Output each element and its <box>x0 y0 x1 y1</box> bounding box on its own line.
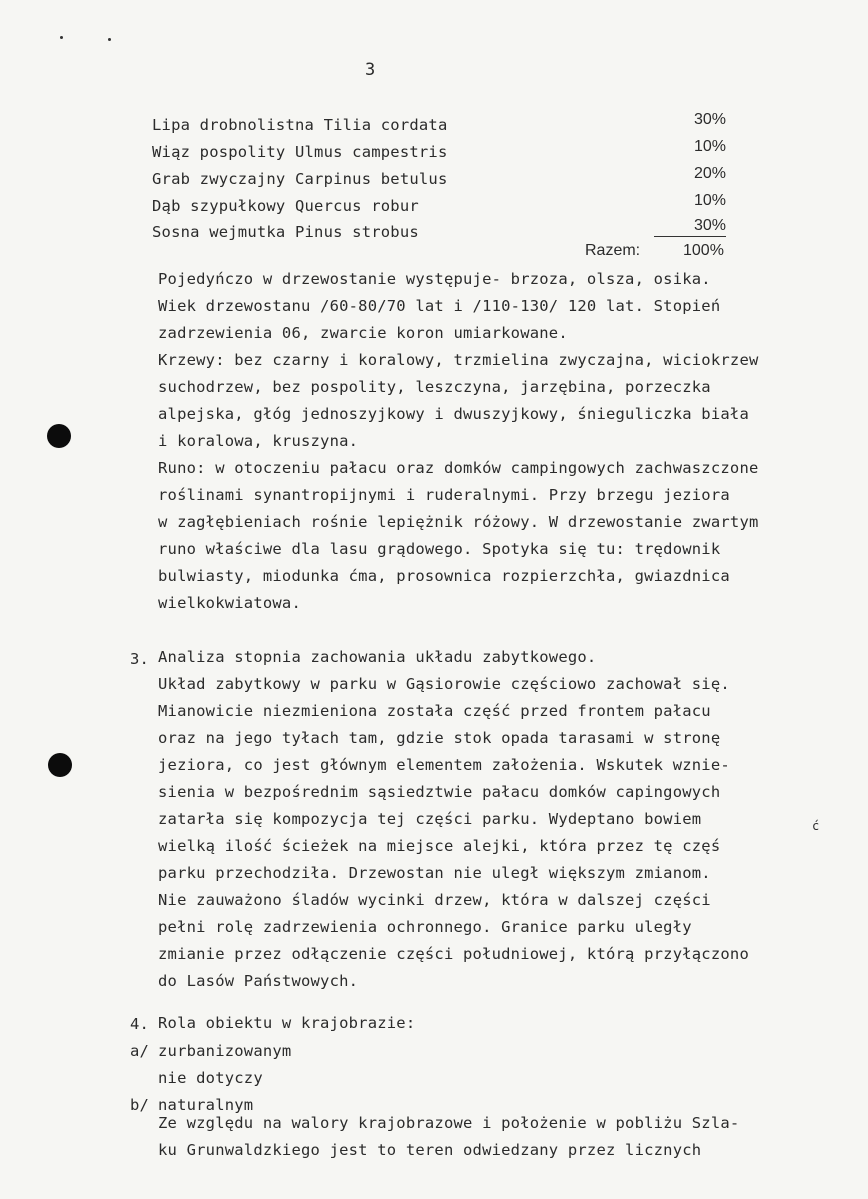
total-value: 100% <box>683 242 724 259</box>
text-line: jeziora, co jest głównym elementem założenia. Wskutek wznie- <box>158 756 730 774</box>
punch-hole <box>47 424 71 448</box>
text-line: runo właściwe dla lasu grądowego. Spotyka się tu: trędownik <box>158 540 721 558</box>
text-line: zatarła się kompozycja tej części parku. Wydeptano bowiem <box>158 810 702 828</box>
text-line: zmianie przez odłączenie części południowej, którą przyłączono <box>158 945 749 963</box>
text-line: alpejska, głóg jednoszyjkowy i dwuszyjkowy, śnieguliczka biała <box>158 405 749 423</box>
subsection-heading: zurbanizowanym <box>158 1042 292 1060</box>
text-line: ku Grunwaldzkiego jest to teren odwiedzany przez licznych <box>158 1141 702 1159</box>
punch-hole <box>48 753 72 777</box>
species-name: Sosna wejmutka Pinus strobus <box>152 223 419 241</box>
text-line: roślinami synantropijnymi i ruderalnymi. Przy brzegu jeziora <box>158 486 730 504</box>
species-name: Wiąz pospolity Ulmus campestris <box>152 143 448 161</box>
section-number: 3. <box>130 650 150 668</box>
text-line: Wiek drzewostanu /60-80/70 lat i /110-130/ 120 lat. Stopień <box>158 297 721 315</box>
subsection-heading: naturalnym <box>158 1096 254 1114</box>
correction-mark: ć <box>812 819 820 833</box>
text-line: Ze względu na walory krajobrazowe i położenie w pobliżu Szla- <box>158 1114 740 1132</box>
species-percent: 20% <box>693 165 726 182</box>
specks <box>108 38 111 41</box>
text-line: bulwiasty, miodunka ćma, prosownica rozpierzchła, gwiazdnica <box>158 567 730 585</box>
section-number: 4. <box>130 1015 150 1033</box>
text-line: parku przechodziła. Drzewostan nie uległ większym zmianom. <box>158 864 711 882</box>
text-line: nie dotyczy <box>158 1069 263 1087</box>
specks <box>60 36 63 39</box>
species-percent: 10% <box>693 192 726 209</box>
text-line: oraz na jego tyłach tam, gdzie stok opada tarasami w stronę <box>158 729 721 747</box>
species-name: Lipa drobnolistna Tilia cordata <box>152 116 448 134</box>
species-percent: 10% <box>693 138 726 155</box>
text-line: Krzewy: bez czarny i koralowy, trzmielina zwyczajna, wiciokrzew <box>158 351 759 369</box>
text-line: Pojedyńczo w drzewostanie występuje- brzoza, olsza, osika. <box>158 270 711 288</box>
species-name: Grab zwyczajny Carpinus betulus <box>152 170 448 188</box>
text-line: zadrzewienia 06, zwarcie koron umiarkowane. <box>158 324 568 342</box>
list-label: b/ <box>130 1096 150 1114</box>
text-line: i koralowa, kruszyna. <box>158 432 359 450</box>
text-line: Układ zabytkowy w parku w Gąsiorowie częściowo zachował się. <box>158 675 730 693</box>
text-line: sienia w bezpośrednim sąsiedztwie pałacu domków capingowych <box>158 783 721 801</box>
text-line: wielkokwiatowa. <box>158 594 301 612</box>
total-label: Razem: <box>585 242 641 259</box>
text-line: do Lasów Państwowych. <box>158 972 359 990</box>
text-line: Nie zauważono śladów wycinki drzew, która w dalszej części <box>158 891 711 909</box>
species-percent: 30% <box>693 111 726 128</box>
page-number: 3 <box>365 60 376 80</box>
text-line: w zagłębieniach rośnie lepiężnik różowy. W drzewostanie zwartym <box>158 513 759 531</box>
section-heading: Rola obiektu w krajobrazie: <box>158 1014 416 1032</box>
text-line: Runo: w otoczeniu pałacu oraz domków campingowych zachwaszczone <box>158 459 759 477</box>
text-line: Mianowicie niezmieniona została część przed frontem pałacu <box>158 702 711 720</box>
text-line: suchodrzew, bez pospolity, leszczyna, jarzębina, porzeczka <box>158 378 711 396</box>
text-line: pełni rolę zadrzewienia ochronnego. Granice parku uległy <box>158 918 692 936</box>
list-label: a/ <box>130 1042 150 1060</box>
species-percent: 30% <box>654 217 726 237</box>
section-heading: Analiza stopnia zachowania układu zabytkowego. <box>158 648 597 666</box>
text-line: wielką ilość ścieżek na miejsce alejki, która przez tę częś <box>158 837 721 855</box>
species-name: Dąb szypułkowy Quercus robur <box>152 197 419 215</box>
